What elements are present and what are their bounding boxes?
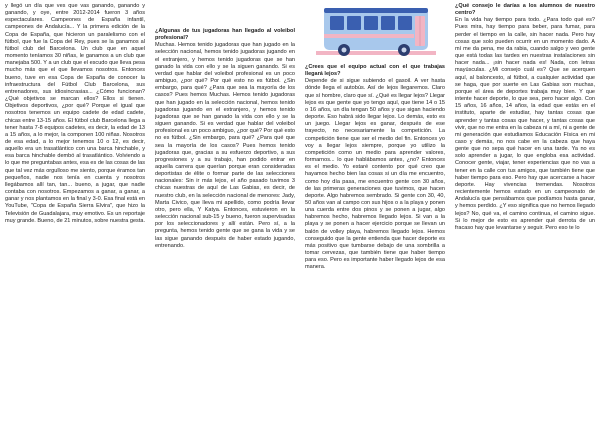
question-heading-3: ¿Qué consejo le darías a los alumnos de nuestro centro? xyxy=(455,3,595,17)
column-1 xyxy=(5,3,145,421)
column-2-text: Muchas. Hemos tenido jugadoras que han jugado en la selección nacional, hemos tenido jugadoras jugando en el extranjero, y hemos tenido jugadoras que se han ganado la vida con ello y se la siguen ganando. Si es verdad que hablar del voleibol profesional es un poco ambiguo, ¿por qué? Por qué esto no es fútbol. ¿Sin embargo, para qué? ¿Para que sea la mayoría de los casos? Pues hemos Muchas. Hemos tenido jugadoras que han jugado en la selección nacional, hemos tenido jugadoras jugando en el extranjero, y hemos tenido jugadoras que se han ganado la vida con ello y se la siguen ganando. Si es verdad que hablar del voleibol profesional es un poco ambiguo, ¿por qué? Por qué esto no es fútbol. ¿Sin embargo, para qué? ¿Para qué que sea la mayoría de los casos? Pues hemos tenido jugadoras que, gracias a su esfuerzo deportivo, a sus progresiones y a su trabajo, han podido entrar en aquella carrera que querían porque eran consideradas deportistas de élite o formar parte de las selecciones nacionales: Sin ir más lejos, el año pasado tuvimos 3 chicas nuestras de aquí de Las Gabias, es decir, de nuestro club, en la selección nacional de menores: Jady, Marta Civico, que lleva mi apellido, como podría llevar otro, pero ella, Y Katya. Entonces, estuvieron en la selección nacional sub-15 y bueno, fueron supervisadas por los seleccionadores y allí están. Pero sí, a la pregunta, hemos tenido gente que se gana la vida y se las sigue ganando después de haber estado jugando, entrenando. xyxy=(155,42,295,249)
column-3-text: Depende de si sigue subiendo el gasoil. A ver hasta dónde llega el autobús. Así de lejos llegaremos. Claro que sí hombre, claro que sí. ¿Qué es llegar lejos? Llegar lejos es que gente que yo tengo aquí, que tiene 14 o 15 o 16 años, un día tengan 50 años y que sigan haciendo deporte. Eso habrá sido llegar lejos. Lo demás, esto es un juego. Llegar lejos es ganar, después de ese trayecto, no necesariamente la competición. La competición tiene que ser el medio del fin. Entonces yo voy a llegar lejos siempre, porque yo utilizo la competición como un medio para aprender valores, formarnos... lo que hablábamos antes, ¿no? Entonces es el medio. Yo estaré contento por qué creo que hayamos hecho bien las cosas si un día me encuentro, como hoy día pasa, me encuentro gente con 30 años, de las primeras generaciones que tuvimos, que hacen deporte. Algo habremos sembrado. Si gente con 30, 40, 50 años van al campo con sus hijos o a la playa y ponen una cuerda entre dos pinos y se ponen a jugar, algo habremos hecho, habremos llegado lejos. Si van a la playa y se ponen a hacer ejercicio porque se llevan un balón de volley playa, habremos llegado lejos. Hemos conseguido que la gente entienda que hacer deporte es más positivo que tumbarse debajo de una sombrilla a tomar cervezas, que también tiene que haber tiempo para eso. Pero es importante haber llegado lejos de esa manera. xyxy=(305,78,445,271)
column-4 xyxy=(455,3,595,421)
column-3 xyxy=(305,64,445,421)
question-heading-1: ¿Algunas de tus jugadoras han llegado al voleibol profesional? xyxy=(155,28,295,42)
bus-illustration-icon xyxy=(316,2,436,62)
question-heading-2: ¿Crees que el equipo actual con el que trabajas llegará lejos? xyxy=(305,64,445,78)
column-2 xyxy=(155,28,295,421)
column-4-text: En la vida hay tiempo para todo. ¿Para todo qué es? Pues mira, hay tiempo para beber, para fumar, para perder el tiempo en la calle, sin hacer nada. Pero hay cosas que solo pueden ocurrir en un momento dado. A mí me da pena, me da rabia, cuando salgo y veo gente que está todas las tardes en nuestras instalaciones sin hacer nada... ¡sin hacer nada es! Nada, con letras mayúsculas. ¿Mi consejo cuál es? Que se acerquen aquí, al baloncesto, al fútbol, a cualquier actividad que se haga, que por suerte en Las Gabias son muchas, porque el área de deportes trabaja muy bien. Y que intente hacer deporte, lo que sea, pero hacer algo. Con 15 años, 16 años, 14 años, la edad que estás en el instituto, aparte de estudiar, hay tantas cosas que aprender y tantas cosas que hacer, y tantas cosas que vivir, que no me entra en la cabeza ni a mí, ni a gente de mi generación que estudiamos Educación Física en mi caso y demás, no nos cabe en la cabeza que haya gente que no sepa qué hacer en una tarde. Ya no es solo aprender a jugar, lo que engloba esa actividad. Conocer gente, viajar, tener experiencias que no vas a tener en la calle con tus amigos, que también tiene que haber tiempo para eso. Pero hay que acercarse a hacer deporte. Hay vivencias tremendas. Nosotros recientemente hemos estado en un campeonato de Andalucía que pensábamos que podíamos hasta ganar, y hemos perdido. ¿Y eso significa que no hemos llegado lejos? No, qué va, el camino continua, el camino sigue. Si lo mejor de esto es aprender qué derrota de un fracaso hay que levantarse y seguir. Pero eso te lo xyxy=(455,17,595,231)
column-1-text: y llegó un día que ves que vas ganando, ganando y ganando, y oye, entre 2012-2014 fueron 3 años espectaculares. Campeones de España infantil, campeones de Andalucía... Y la primera edición de la Copa de España, que hicieron un paralelismo con el fútbol, que fue la Copa del Rey, pues se la ganamos al fútbol club del Barcelona. Un club que en aquel momento teníamos 30 niñas, le ganamos a un club que manejaba 500. Y a un club que el escudo que lleva pesa mucho más que el que llevamos nosotros. Entonces bueno, tuve en esa Copa de España de conocer la infraestructura del Fútbol Club Barcelona, sus entrenadores, sus idiosincrasias... ¿Cómo funcionan? ¿Qué objetivos se marcan ellos? Ellos si tienen. Objetivos deportivos, ¿por qué? Porque el igual que nosotros tenemos un equipo cadete de edad cadete, chicas entre 13-15 años. El fútbol club Barcelona llega a tener hasta 7-8 equipos cadetes, es decir, la edad de 13 a 15 años, a lo mejor, la componen 100 niñas. Nosotros de esa edad, a lo mejor tenemos 10 o 12, es decir, aquello era un trasatlántico con una barca hinchable, y esa barca hinchable dembó al trasatlántico. Volviendo a lo que me preguntabas antes, esa es de las cosas de las que tal vez más orgulloso me siento, porque éramos tan pequeños, nadie nos tenía en cuenta y nosotros llegábamos allí tan, tan... bueno, a jugar, que nadie contaba con nosotros. Empezamos a ganar, a ganar, a ganar y nos plantamos en la final y 3-0. Esa final está en YouTube, "Copa de España Sierra Elvira", que hizo la Televisión de Guadalajara, muy emotivo. Es un reportaje muy grande. Bueno, de 21 minutos, sobre nuestra gesta. xyxy=(5,3,145,224)
